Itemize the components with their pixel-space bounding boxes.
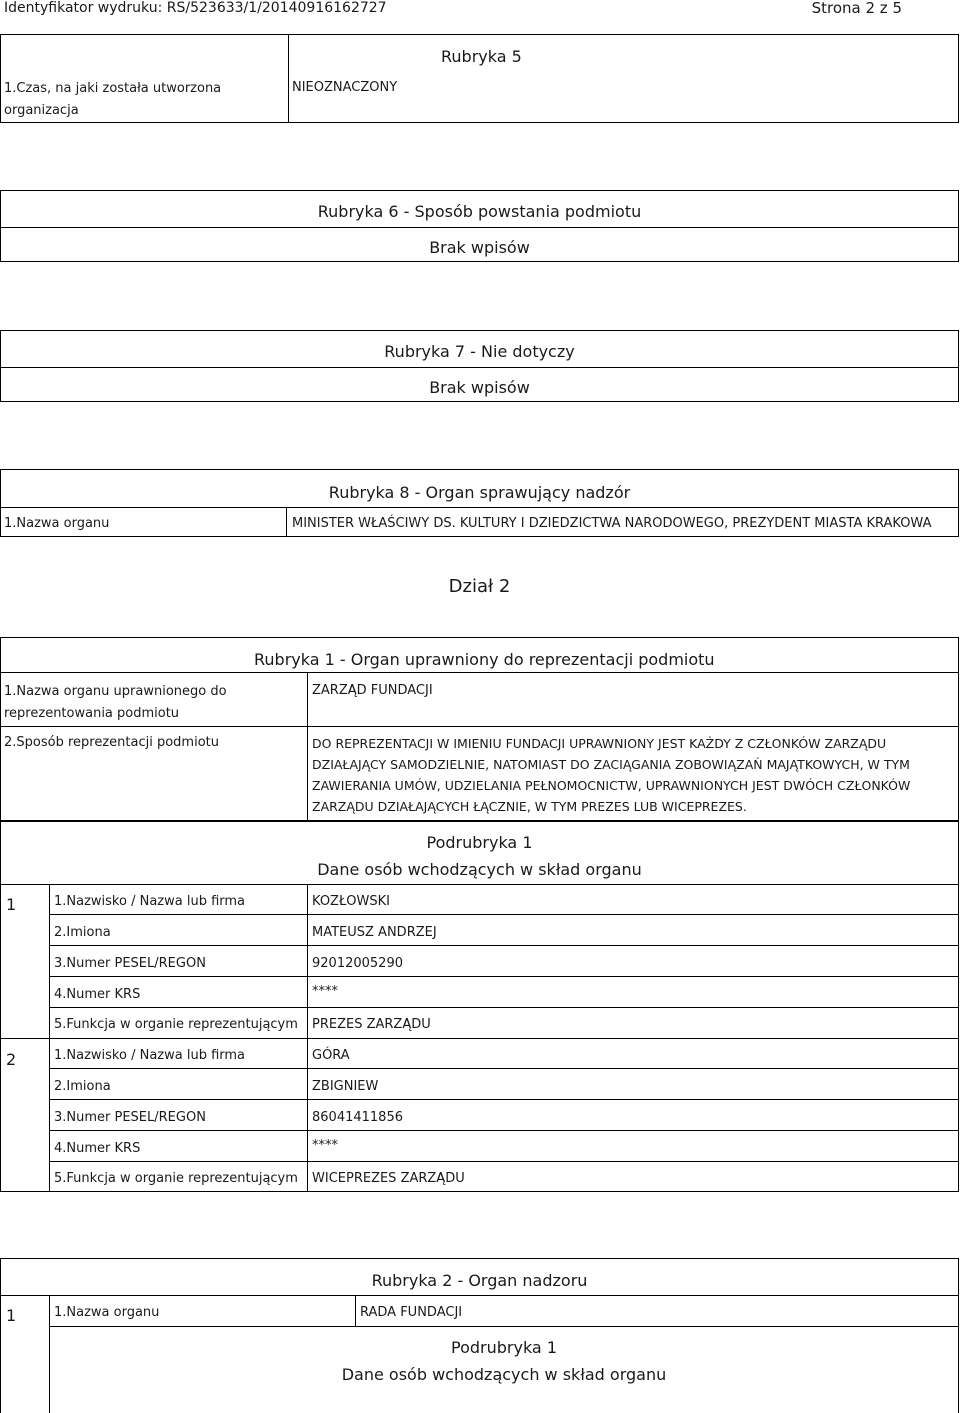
- d2r2-number: 1: [6, 1306, 17, 1325]
- person-2-surname-label: 1.Nazwisko / Nazwa lub firma: [54, 1048, 246, 1063]
- d2-rubryka-2-title: Rubryka 2 - Organ nadzoru: [371, 1271, 588, 1290]
- print-identifier: Identyfikator wydruku: RS/523633/1/20140916162727: [4, 0, 387, 16]
- d2r2-label: 1.Nazwa organu: [54, 1305, 160, 1320]
- rubryka-5-title: Rubryka 5: [441, 47, 522, 66]
- person-1-surname: KOZŁOWSKI: [312, 894, 390, 909]
- rubryka-8-value: MINISTER WŁAŚCIWY DS. KULTURY I DZIEDZICTWA NARODOWEGO, PREZYDENT MIASTA KRAKOWA: [292, 516, 932, 531]
- person-1-function: PREZES ZARZĄDU: [312, 1017, 431, 1032]
- person-2-function: WICEPREZES ZARZĄDU: [312, 1171, 465, 1186]
- person-1-number: 1: [6, 895, 17, 914]
- rubryka-5-value: NIEOZNACZONY: [292, 80, 398, 95]
- page-number: Strona 2 z 5: [811, 0, 902, 17]
- person-2-pesel: 86041411856: [312, 1110, 403, 1125]
- d2r2-value: RADA FUNDACJI: [360, 1305, 463, 1320]
- person-1-names: MATEUSZ ANDRZEJ: [312, 925, 437, 940]
- person-1-names-label: 2.Imiona: [54, 925, 111, 940]
- person-2-krs-label: 4.Numer KRS: [54, 1141, 141, 1156]
- person-2-function-label: 5.Funkcja w organie reprezentującym: [54, 1171, 298, 1186]
- person-2-names: ZBIGNIEW: [312, 1079, 379, 1094]
- person-1-surname-label: 1.Nazwisko / Nazwa lub firma: [54, 894, 246, 909]
- d2r1-sub-subtitle: Dane osób wchodzących w skład organu: [317, 860, 642, 879]
- person-2-surname: GÓRA: [312, 1048, 350, 1063]
- rubryka-8-title: Rubryka 8 - Organ sprawujący nadzór: [328, 483, 631, 502]
- person-2-pesel-label: 3.Numer PESEL/REGON: [54, 1110, 206, 1125]
- d2r1-name-label: 1.Nazwa organu uprawnionego do reprezentowania podmiotu: [4, 684, 227, 721]
- person-2-number: 2: [6, 1050, 17, 1069]
- rubryka-8-label: 1.Nazwa organu: [4, 516, 110, 531]
- d2-rubryka-1-title: Rubryka 1 - Organ uprawniony do reprezentacji podmiotu: [254, 650, 715, 669]
- rubryka-7-title: Rubryka 7 - Nie dotyczy: [384, 342, 575, 361]
- person-2-names-label: 2.Imiona: [54, 1079, 111, 1094]
- d2r2-sub-title: Podrubryka 1: [451, 1338, 557, 1357]
- d2r2-sub-subtitle: Dane osób wchodzących w skład organu: [341, 1365, 667, 1384]
- d2r1-method-label: 2.Sposób reprezentacji podmiotu: [4, 735, 219, 750]
- person-1-function-label: 5.Funkcja w organie reprezentującym: [54, 1017, 298, 1032]
- rubryka-6-value: Brak wpisów: [429, 238, 530, 257]
- rubryka-5-label: 1.Czas, na jaki została utworzona organizacja: [4, 81, 222, 118]
- person-1-pesel-label: 3.Numer PESEL/REGON: [54, 956, 206, 971]
- person-1-krs-label: 4.Numer KRS: [54, 987, 141, 1002]
- person-1-pesel: 92012005290: [312, 956, 403, 971]
- rubryka-6-title: Rubryka 6 - Sposób powstania podmiotu: [317, 202, 642, 221]
- d2r1-name-value: ZARZĄD FUNDACJI: [312, 683, 433, 698]
- dzial-2-title: Dział 2: [448, 576, 511, 597]
- person-2-krs: ****: [312, 1138, 338, 1153]
- person-1-krs: ****: [312, 984, 338, 999]
- d2r1-sub-title: Podrubryka 1: [426, 833, 533, 852]
- d2r1-method-value: DO REPREZENTACJI W IMIENIU FUNDACJI UPRAWNIONY JEST KAŻDY Z CZŁONKÓW ZARZĄDU DZIAŁAJĄCY SAMODZIELNIE, NATOMIAST DO ZACIĄGANIA ZOBOWIĄZAŃ MAJĄTKOWYCH, W TYM ZAWIERANIA UMÓW, UDZIELANIA PEŁNOMOCNICTW, UPRAWNIONYCH JEST DWÓCH CZŁONKÓW ZARZĄDU DZIAŁAJĄCYCH ŁĄCZNIE, W TYM PREZES LUB WICEPREZES.: [312, 736, 911, 814]
- rubryka-7-value: Brak wpisów: [429, 378, 530, 397]
